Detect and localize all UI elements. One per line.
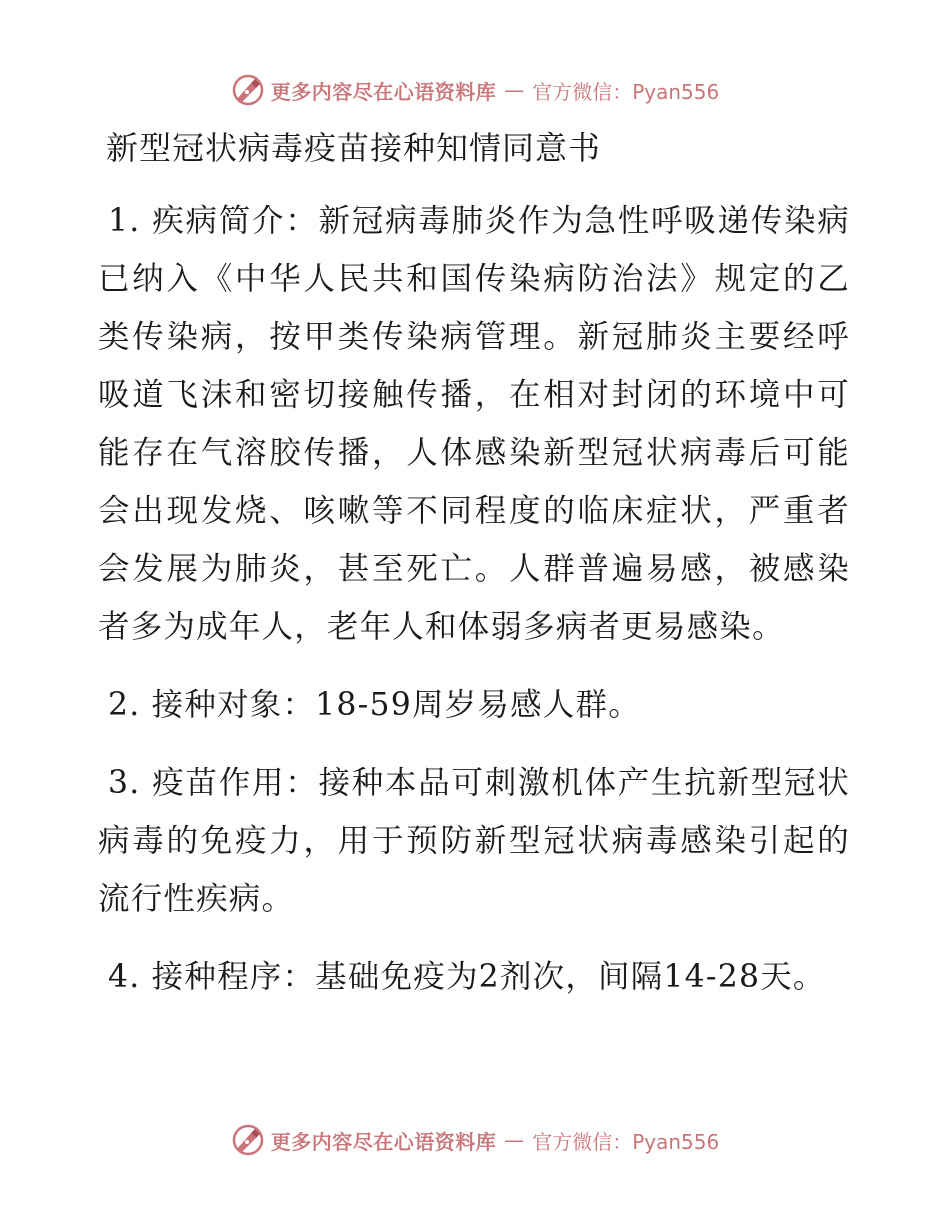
footer-watermark <box>0 1120 950 1160</box>
watermark-dash: — <box>504 1128 525 1152</box>
paragraph-4 <box>98 948 850 1006</box>
header-watermark <box>0 70 950 110</box>
paragraph-number: 2. <box>108 687 141 723</box>
watermark-wechat: 官方微信：Pyan556 <box>532 79 720 104</box>
watermark-wechat: 官方微信：Pyan556 <box>532 1129 720 1154</box>
paragraph-text: 疫苗作用：接种本品可刺激机体产生抗新型冠状病毒的免疫力，用于预防新型冠状病毒感染引起的流行性疾病。 <box>98 765 850 917</box>
paragraph-number: 4. <box>108 959 141 995</box>
pen-nib-logo-icon <box>231 73 265 107</box>
paragraph-text: 接种对象：18-59周岁易感人群。 <box>140 687 641 723</box>
paragraph-number: 1. <box>108 203 141 239</box>
paragraph-3 <box>98 754 850 928</box>
document-body <box>98 192 850 1026</box>
paragraph-2 <box>98 676 850 734</box>
paragraph-text: 接种程序：基础免疫为2剂次，间隔14-28天。 <box>140 959 826 995</box>
paragraph-text: 疾病简介：新冠病毒肺炎作为急性呼吸递传染病已纳入《中华人民共和国传染病防治法》规定的乙类传染病，按甲类传染病管理。新冠肺炎主要经呼吸道飞沫和密切接触传播，在相对封闭的环境中可能存在气溶胶传播，人体感染新型冠状病毒后可能会出现发烧、咳嗽等不同程度的临床症状，严重者会发展为肺炎，甚至死亡。人群普遍易感，被感染者多为成年人，老年人和体弱多病者更易感染。 <box>98 203 850 645</box>
pen-nib-logo-icon <box>231 1123 265 1157</box>
watermark-dash: — <box>504 78 525 102</box>
document-title: 新型冠状病毒疫苗接种知情同意书 <box>106 129 602 167</box>
paragraph-number: 3. <box>108 765 141 801</box>
watermark-text: 更多内容尽在心语资料库 <box>270 1129 497 1154</box>
watermark-text: 更多内容尽在心语资料库 <box>270 79 497 104</box>
paragraph-1 <box>98 192 850 656</box>
